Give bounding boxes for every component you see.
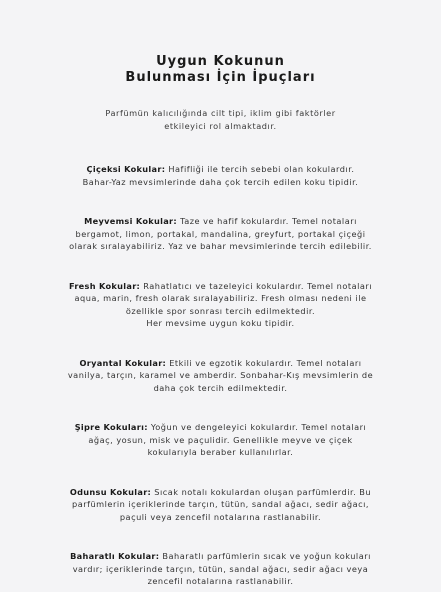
section-chypre <box>11 421 431 459</box>
section-first-line <box>11 421 431 434</box>
section-fruity <box>11 215 431 253</box>
section-line: aqua, marin, fresh olarak sıralayabiliriz. Fresh olması nedeni ile <box>74 293 367 303</box>
section-line: Bahar-Yaz mevsimlerinde daha çok tercih edilen koku tipidir. <box>82 176 359 187</box>
section-first-line <box>11 163 431 176</box>
section-fresh <box>11 280 431 330</box>
section-line: vanilya, tarçın, karamel ve amberdir. Sonbahar-Kış mevsimlerin de <box>67 370 374 380</box>
section-oriental <box>11 357 431 395</box>
section-text: Yoğun ve dengeleyici kokulardır. Temel notaları <box>147 422 367 432</box>
section-line: özellikle spor sonrası tercih edilmektedir. <box>125 305 316 316</box>
section-line: daha çok tercih edilmektedir. <box>153 382 288 393</box>
section-name: Fresh Kokular: <box>68 280 141 291</box>
section-name: Meyvemsi Kokular: <box>84 216 177 226</box>
section-text: Baharatlı parfümlerin sıcak ve yoğun kokuları <box>159 551 371 561</box>
section-line: olarak sıralayabiliriz. Yaz ve bahar mevsimlerinde tercih edilebilir. <box>69 241 372 251</box>
section-line: ağaç, yosun, misk ve paçulidir. Genellikle meyve ve çiçek <box>88 434 353 445</box>
section-line: vardır; içeriklerinde tarçın, tütün, sandal ağacı, sedir ağacı veya <box>72 563 369 574</box>
page-title-line-2: Bulunması İçin İpuçları <box>125 70 316 85</box>
intro-paragraph <box>56 107 386 132</box>
section-first-line <box>11 215 431 228</box>
section-line: bergamot, limon, portakal, mandalina, greyfurt, portakal çiçeği <box>75 228 366 239</box>
section-name: Odunsu Kokular: <box>69 486 152 497</box>
section-line: Her mevsime uygun koku tipidir. <box>146 318 295 328</box>
fragrance-types-list <box>0 163 441 588</box>
section-first-line <box>11 550 431 563</box>
section-first-line <box>11 280 431 293</box>
section-first-line <box>11 486 431 499</box>
section-line: zencefil notalarına rastlanabilir. <box>147 576 294 586</box>
section-text: Rahatlatıcı ve tazeleyici kokulardır. Temel notaları <box>140 280 373 291</box>
section-line: kokularıyla beraber kullanılırlar. <box>147 447 294 457</box>
section-woody <box>11 486 431 524</box>
section-floral <box>11 163 431 188</box>
intro-line-1: Parfümün kalıcılığında cilt tipi, iklim gibi faktörler <box>105 108 336 118</box>
page-title <box>0 54 441 86</box>
section-name: Çiçeksi Kokular: <box>86 164 166 174</box>
section-name: Oryantal Kokular: <box>79 357 167 368</box>
page-title-line-1: Uygun Kokunun <box>156 54 285 69</box>
section-first-line <box>11 357 431 370</box>
section-text: Hafifliği ile tercih sebebi olan kokulardır. <box>165 164 355 174</box>
section-spicy <box>11 550 431 588</box>
section-name: Baharatlı Kokular: <box>70 551 160 561</box>
section-text: Etkili ve egzotik kokulardır. Temel notaları <box>166 357 362 368</box>
intro-line-2: etkileyici rol almaktadır. <box>164 120 277 131</box>
section-text: Taze ve hafif kokulardır. Temel notaları <box>176 216 357 226</box>
section-text: Sıcak notalı kokulardan oluşan parfümlerdir. Bu <box>151 486 372 497</box>
section-line: parfümlerin içeriklerinde tarçın, tütün, sandal ağacı, sedir ağacı, <box>72 499 369 509</box>
section-line: paçuli veya zencefil notalarına rastlanabilir. <box>119 511 322 522</box>
section-name: Şipre Kokuları: <box>74 422 148 432</box>
